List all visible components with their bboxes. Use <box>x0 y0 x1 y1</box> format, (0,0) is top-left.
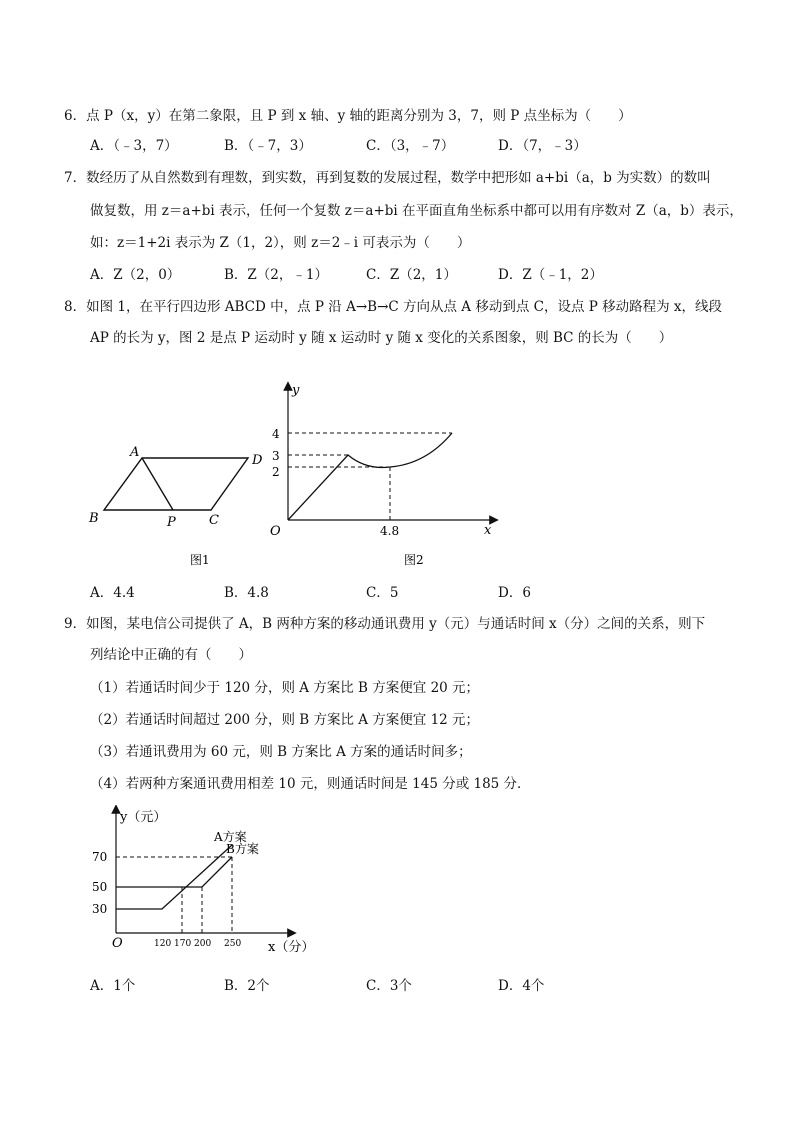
q9-stem-line-2: 列结论中正确的有（ ） <box>90 647 252 663</box>
q9-options <box>0 974 794 994</box>
q6-stem: 6．点 P（x，y）在第二象限，且 P 到 x 轴、y 轴的距离分别为 3，7，则 P 点坐标为（ ） <box>64 108 632 124</box>
q8-option-a[interactable]: A．4.4 <box>90 585 135 601</box>
q9-statement-1: （1）若通话时间少于 120 分，则 A 方案比 B 方案便宜 20 元； <box>90 680 480 696</box>
fig2-x-label: x <box>484 523 492 538</box>
q8-figure-1 <box>80 440 280 570</box>
q9-option-b[interactable]: B．2个 <box>224 978 270 994</box>
label-b: B <box>89 511 99 526</box>
fig2-ytick-3: 3 <box>272 449 280 463</box>
q8-option-b[interactable]: B．4.8 <box>224 585 269 601</box>
q7-stem-line-2: 做复数，用 z＝a+bi 表示，任何一个复数 z＝a+bi 在平面直角坐标系中都可以用有序数对 Z（a，b）表示， <box>90 203 743 219</box>
q8-option-c[interactable]: C．5 <box>366 585 399 601</box>
parallelogram-abcd <box>104 458 248 510</box>
q6-option-d[interactable]: D．（7，﹣3） <box>498 138 587 154</box>
fig2-origin: O <box>270 524 281 539</box>
q7-stem-line-1: 7．数经历了从自然数到有理数，到实数，再到复数的发展过程，数学中把形如 a+bi（a，b 为实数）的数叫 <box>64 170 711 186</box>
q6-options <box>0 134 794 154</box>
q9-ytick-30: 30 <box>92 902 108 916</box>
label-c: C <box>209 513 219 528</box>
q8-option-d[interactable]: D．6 <box>498 585 531 601</box>
q9-stem-line-1: 9．如图，某电信公司提供了 A，B 两种方案的移动通讯费用 y（元）与通话时间 x（分）之间的关系，则下 <box>64 616 706 632</box>
q7-stem-line-3: 如：z＝1+2i 表示为 Z（1，2），则 z＝2﹣i 可表示为（ ） <box>90 235 471 251</box>
q9-xtick-120: 120 <box>154 939 172 949</box>
q9-ytick-50: 50 <box>92 880 108 894</box>
q8-stem-line-2: AP 的长为 y，图 2 是点 P 运动时 y 随 x 运动时 y 随 x 变化的关系图象，则 BC 的长为（ ） <box>90 330 673 346</box>
q7-option-c[interactable]: C．Z（2，1） <box>366 267 457 283</box>
q9-origin: O <box>112 936 123 951</box>
q9-option-d[interactable]: D．4个 <box>498 978 545 994</box>
label-d: D <box>252 453 263 468</box>
label-p: P <box>167 515 176 530</box>
q7-option-d[interactable]: D．Z（﹣1，2） <box>498 267 603 283</box>
q6-option-a[interactable]: A．（﹣3，7） <box>90 138 178 154</box>
q9-statement-4: （4）若两种方案通讯费用相差 10 元，则通话时间是 145 分或 185 分． <box>90 776 531 792</box>
fig2-caption: 图2 <box>404 553 424 567</box>
q9-series-line-a <box>116 845 232 909</box>
q8-stem-line-1: 8．如图 1，在平行四边形 ABCD 中，点 P 沿 A→B→C 方向从点 A 移动到点 C，设点 P 移动路程为 x，线段 <box>64 299 723 315</box>
q7-option-b[interactable]: B．Z（2，﹣1） <box>224 267 328 283</box>
q6-option-b[interactable]: B．（﹣7，3） <box>224 138 312 154</box>
q9-statement-2: （2）若通话时间超过 200 分，则 B 方案比 A 方案便宜 12 元； <box>90 712 480 728</box>
q6-option-c[interactable]: C．（3，﹣7） <box>366 138 455 154</box>
fig2-ytick-2: 2 <box>272 465 280 479</box>
fig2-ytick-4: 4 <box>272 427 280 441</box>
q9-option-a[interactable]: A．1个 <box>90 978 136 994</box>
q9-xtick-170: 170 <box>174 939 192 949</box>
q8-figure-2 <box>266 380 506 570</box>
q9-y-label: y（元） <box>120 810 167 825</box>
q7-option-a[interactable]: A．Z（2，0） <box>90 267 181 283</box>
segment-ap <box>142 458 173 510</box>
q7-options <box>0 263 794 283</box>
q9-statement-3: （3）若通讯费用为 60 元，则 B 方案比 A 方案的通话时间多； <box>90 744 472 760</box>
q9-x-label: x（分） <box>268 940 315 955</box>
fig2-xtick: 4.8 <box>380 524 400 538</box>
fig1-caption: 图1 <box>190 553 210 567</box>
q9-option-c[interactable]: C．3个 <box>366 978 412 994</box>
q8-options <box>0 581 794 601</box>
q9-chart <box>80 805 340 960</box>
fig2-curve <box>288 433 452 520</box>
q9-series-label-a: A方案 <box>214 830 247 844</box>
q9-ytick-70: 70 <box>92 850 108 864</box>
q9-xtick-250: 250 <box>224 939 242 949</box>
fig2-y-label: y <box>292 383 300 398</box>
q9-xtick-200: 200 <box>194 939 212 949</box>
label-a: A <box>130 445 140 460</box>
q9-series-label-b: B方案 <box>226 842 259 856</box>
